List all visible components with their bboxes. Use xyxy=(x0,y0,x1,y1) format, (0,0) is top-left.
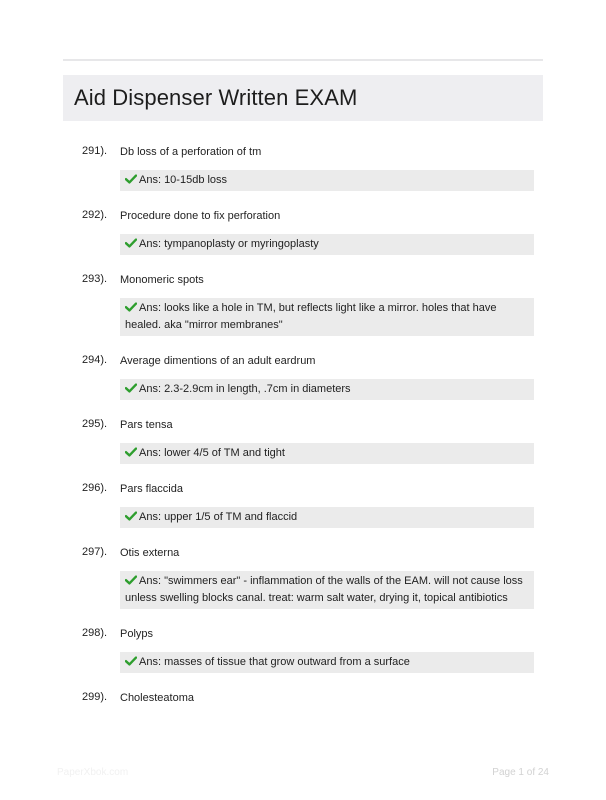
question-number: 291). xyxy=(82,145,108,157)
check-icon xyxy=(125,237,137,247)
answer-box xyxy=(120,652,534,673)
question-item xyxy=(0,625,606,673)
check-icon xyxy=(125,446,137,456)
question-row xyxy=(0,416,606,434)
question-row xyxy=(0,207,606,225)
answer-text: Ans: masses of tissue that grow outward from a surface xyxy=(139,656,410,668)
answer-text: Ans: "swimmers ear" - inflammation of the walls of the EAM. will not cause loss unless swelling blocks canal. treat: warm salt water, drying it, topical antibiotics xyxy=(125,575,523,604)
question-text: Cholesteatoma xyxy=(120,692,194,704)
question-text: Average dimentions of an adult eardrum xyxy=(120,355,316,367)
check-icon xyxy=(125,301,137,311)
answer-box xyxy=(120,443,534,464)
question-row xyxy=(0,480,606,498)
answer-box xyxy=(120,379,534,400)
answer-text: Ans: tympanoplasty or myringoplasty xyxy=(139,238,319,250)
question-number: 299). xyxy=(82,691,108,703)
page-number: Page 1 of 24 xyxy=(492,767,549,778)
question-row xyxy=(0,544,606,562)
page-title: Aid Dispenser Written EXAM xyxy=(74,85,358,110)
question-row xyxy=(0,143,606,161)
question-item xyxy=(0,271,606,336)
question-text: Pars flaccida xyxy=(120,483,183,495)
question-number: 292). xyxy=(82,209,108,221)
question-number: 296). xyxy=(82,482,108,494)
answer-box xyxy=(120,170,534,191)
question-number: 294). xyxy=(82,354,108,366)
top-divider xyxy=(63,59,543,61)
check-icon xyxy=(125,655,137,665)
question-text: Procedure done to fix perforation xyxy=(120,210,281,222)
question-item xyxy=(0,689,606,707)
check-icon xyxy=(125,173,137,183)
answer-text: Ans: 2.3-2.9cm in length, .7cm in diameters xyxy=(139,383,351,395)
question-list xyxy=(0,143,606,723)
question-item xyxy=(0,143,606,191)
question-text: Pars tensa xyxy=(120,419,173,431)
question-number: 298). xyxy=(82,627,108,639)
answer-box xyxy=(120,298,534,336)
question-item xyxy=(0,480,606,528)
question-item xyxy=(0,416,606,464)
question-text: Otis externa xyxy=(120,547,180,559)
check-icon xyxy=(125,382,137,392)
answer-box xyxy=(120,507,534,528)
question-text: Db loss of a perforation of tm xyxy=(120,146,262,158)
question-number: 293). xyxy=(82,273,108,285)
question-item xyxy=(0,207,606,255)
question-row xyxy=(0,352,606,370)
answer-text: Ans: looks like a hole in TM, but reflects light like a mirror. holes that have healed. aka "mirror membranes" xyxy=(125,302,497,331)
question-number: 297). xyxy=(82,546,108,558)
question-row xyxy=(0,271,606,289)
footer-watermark: PaperXbok.com xyxy=(57,767,129,778)
check-icon xyxy=(125,510,137,520)
question-row xyxy=(0,689,606,707)
question-number: 295). xyxy=(82,418,108,430)
question-row xyxy=(0,625,606,643)
question-text: Monomeric spots xyxy=(120,274,204,286)
answer-box xyxy=(120,571,534,609)
question-item xyxy=(0,352,606,400)
question-text: Polyps xyxy=(120,628,154,640)
check-icon xyxy=(125,574,137,584)
answer-text: Ans: 10-15db loss xyxy=(139,174,228,186)
answer-text: Ans: lower 4/5 of TM and tight xyxy=(139,447,285,459)
question-item xyxy=(0,544,606,609)
title-banner xyxy=(63,75,543,121)
answer-box xyxy=(120,234,534,255)
answer-text: Ans: upper 1/5 of TM and flaccid xyxy=(139,511,298,523)
